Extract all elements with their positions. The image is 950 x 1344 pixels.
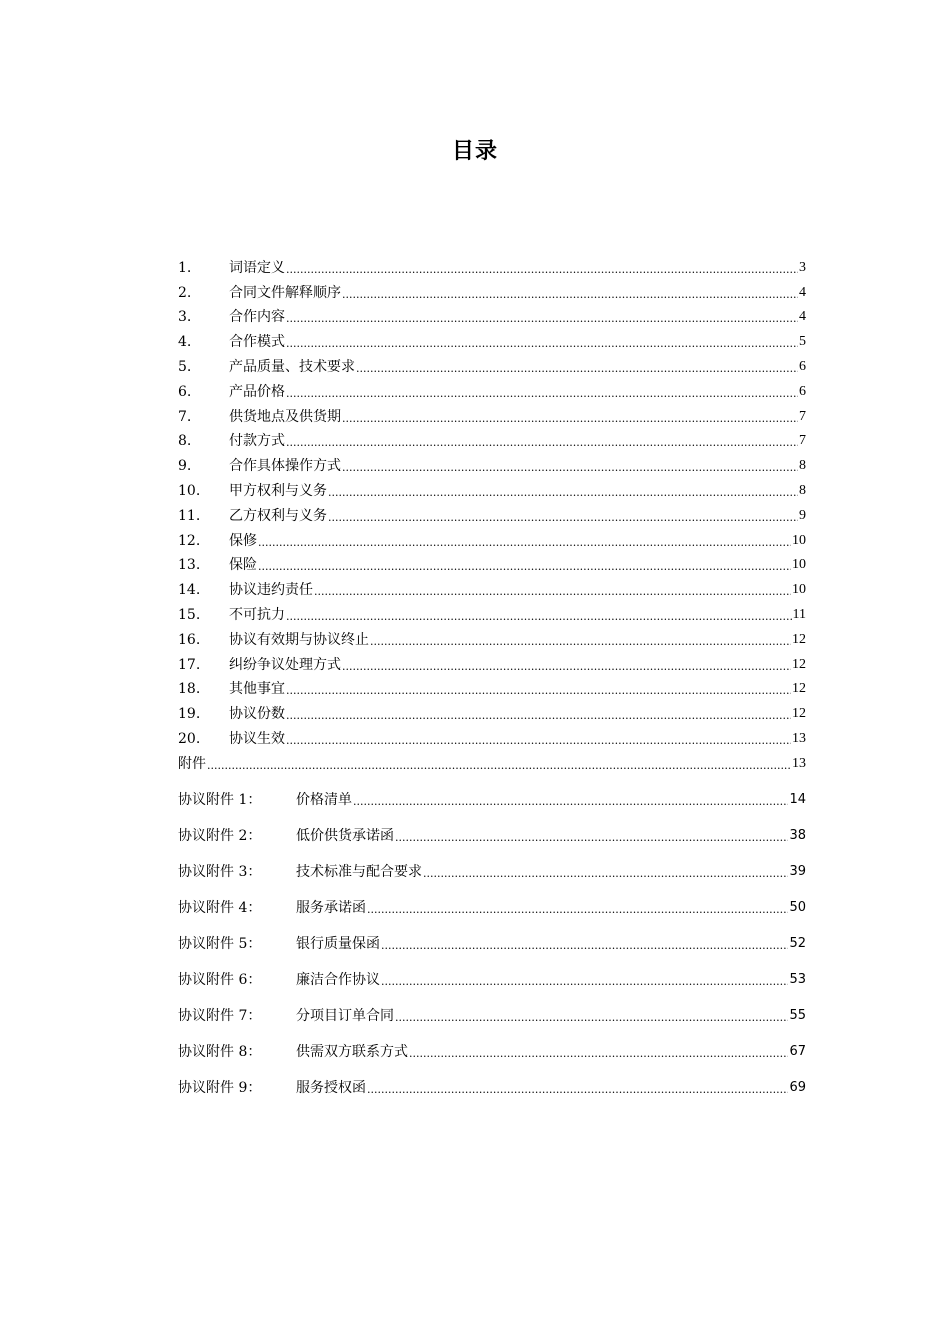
attachment-page: 69 [789,1079,806,1095]
toc-entry-number: 2. [178,284,192,301]
toc-entry[interactable] [178,526,806,551]
attachment-page: 52 [789,935,806,951]
dot-leader [286,704,791,724]
dot-leader [286,679,791,699]
attachment-label: 供需双方联系方式 [296,1043,408,1060]
dot-leader [286,729,791,749]
toc-entry-number: 18. [178,681,201,698]
toc-entry-label: 协议有效期与协议终止 [229,631,369,648]
toc-entry-label: 纠纷争议处理方式 [229,656,341,673]
table-of-contents [178,253,806,1098]
toc-entry[interactable] [178,427,806,452]
toc-entry[interactable] [178,278,806,303]
toc-entry-label: 合同文件解释顺序 [229,284,341,301]
dot-leader [207,754,791,774]
dot-leader [367,898,788,918]
toc-entry-label: 词语定义 [229,259,285,276]
toc-entry-label: 甲方权利与义务 [229,482,327,499]
attachment-label: 廉洁合作协议 [296,971,380,988]
toc-entry-number: 14. [178,582,201,599]
toc-entry-number: 20. [178,730,201,747]
attachment-label: 服务授权函 [296,1079,366,1096]
toc-entry-page: 7 [799,408,806,424]
toc-entry-label: 协议份数 [229,706,285,723]
dot-leader [286,431,798,451]
toc-entry-page: 4 [799,309,806,325]
dot-leader [342,407,798,427]
toc-entry-label: 供货地点及供货期 [229,408,341,425]
dot-leader [328,506,798,526]
dot-leader [258,531,791,551]
toc-entry-page: 13 [792,755,806,771]
section-list [178,253,806,749]
dot-leader [409,1042,788,1062]
toc-entry[interactable] [178,352,806,377]
toc-entry-page: 12 [792,631,806,647]
dot-leader [381,934,788,954]
toc-entry-label: 不可抗力 [229,606,285,623]
toc-entry-number: 10. [178,482,201,499]
toc-entry-page: 6 [799,383,806,399]
toc-entry-number: 12. [178,532,201,549]
toc-entry-page: 8 [799,482,806,498]
dot-leader [395,826,788,846]
dot-leader [356,357,798,377]
toc-entry-page: 11 [792,606,806,622]
toc-entry-label: 合作具体操作方式 [229,458,341,475]
page-title: 目录 [451,139,498,164]
toc-entry-number: 3. [178,309,192,326]
toc-entry-page: 7 [799,433,806,449]
toc-entry-number: 19. [178,706,201,723]
dot-leader [286,332,798,352]
toc-entry-number: 9. [178,458,192,475]
attachment-prefix: 协议附件 1： [178,791,262,808]
toc-entry-page: 4 [799,284,806,300]
toc-entry-label: 其他事宜 [229,681,285,698]
dot-leader [423,862,788,882]
toc-entry[interactable] [178,675,806,700]
toc-entry-number: 7. [178,408,192,425]
toc-entry[interactable] [178,303,806,328]
toc-entry[interactable] [178,625,806,650]
toc-entry-page: 9 [799,507,806,523]
toc-attachment-entry[interactable] [178,990,806,1026]
toc-entry[interactable] [178,377,806,402]
attachment-prefix: 协议附件 6： [178,971,262,988]
toc-entry[interactable] [178,650,806,675]
attachment-prefix: 协议附件 4： [178,899,262,916]
attachment-label: 服务承诺函 [296,899,366,916]
attachment-page: 38 [789,827,806,843]
toc-entry[interactable] [178,724,806,749]
attachment-label: 分项目订单合同 [296,1007,394,1024]
toc-entry[interactable] [178,575,806,600]
attachment-page: 50 [789,899,806,915]
attachment-page: 39 [789,863,806,879]
toc-entry-page: 13 [792,730,806,746]
toc-entry-number: 11. [178,507,201,524]
attachment-page: 67 [789,1043,806,1059]
toc-entry-number: 17. [178,656,201,673]
toc-entry-page: 6 [799,358,806,374]
toc-entry-appendix[interactable] [178,749,806,774]
toc-entry-label: 保险 [229,557,257,574]
toc-entry-label: 合作模式 [229,334,285,351]
toc-entry[interactable] [178,451,806,476]
dot-leader [342,655,791,675]
toc-entry-page: 10 [792,557,806,573]
toc-attachment-entry[interactable] [178,1062,806,1098]
toc-entry-number: 5. [178,358,192,375]
dot-leader [353,790,788,810]
dot-leader [286,307,798,327]
dot-leader [286,605,792,625]
dot-leader [395,1006,788,1026]
toc-entry[interactable] [178,699,806,724]
dot-leader [286,258,798,278]
toc-attachment-entry[interactable] [178,774,806,810]
attachment-prefix: 协议附件 3： [178,863,262,880]
toc-attachment-entry[interactable] [178,918,806,954]
toc-entry-label: 协议生效 [229,730,285,747]
toc-entry-page: 8 [799,458,806,474]
toc-entry-number: 1. [178,259,192,276]
toc-entry-page: 3 [799,259,806,275]
toc-entry-page: 10 [792,532,806,548]
attachment-label: 技术标准与配合要求 [296,863,422,880]
toc-entry[interactable] [178,551,806,576]
toc-entry-label: 乙方权利与义务 [229,507,327,524]
toc-entry-label: 付款方式 [229,433,285,450]
attachment-prefix: 协议附件 7： [178,1007,262,1024]
attachment-prefix: 协议附件 8： [178,1043,262,1060]
dot-leader [258,555,791,575]
toc-entry-number: 6. [178,383,192,400]
attachment-list [178,774,806,1098]
dot-leader [370,630,791,650]
attachment-page: 14 [789,791,806,807]
toc-entry-label: 产品价格 [229,383,285,400]
toc-entry[interactable] [178,476,806,501]
toc-entry-page: 5 [799,334,806,350]
toc-entry-label: 协议违约责任 [229,582,313,599]
toc-entry-page: 10 [792,582,806,598]
attachment-prefix: 协议附件 2： [178,827,262,844]
dot-leader [328,481,798,501]
toc-attachment-entry[interactable] [178,810,806,846]
attachment-page: 53 [789,971,806,987]
toc-entry[interactable] [178,600,806,625]
toc-entry-number: 15. [178,606,201,623]
attachment-prefix: 协议附件 9： [178,1079,262,1096]
toc-entry[interactable] [178,402,806,427]
toc-entry-page: 12 [792,706,806,722]
attachment-prefix: 协议附件 5： [178,935,262,952]
attachment-label: 价格清单 [296,791,352,808]
attachment-label: 银行质量保函 [296,935,380,952]
toc-entry-number: 4. [178,334,192,351]
toc-entry-number: 13. [178,557,201,574]
toc-entry-page: 12 [792,681,806,697]
toc-entry-page: 12 [792,656,806,672]
toc-attachment-entry[interactable] [178,954,806,990]
attachment-label: 低价供货承诺函 [296,827,394,844]
toc-attachment-entry[interactable] [178,882,806,918]
attachment-page: 55 [789,1007,806,1023]
dot-leader [381,970,788,990]
toc-entry[interactable] [178,501,806,526]
toc-attachment-entry[interactable] [178,1026,806,1062]
toc-entry-label: 保修 [229,532,257,549]
toc-entry[interactable] [178,327,806,352]
toc-entry-number: 8. [178,433,192,450]
toc-entry-label: 附件 [178,755,206,772]
toc-entry-number: 16. [178,631,201,648]
dot-leader [342,456,798,476]
dot-leader [367,1078,788,1098]
toc-attachment-entry[interactable] [178,846,806,882]
dot-leader [286,382,798,402]
toc-entry-label: 合作内容 [229,309,285,326]
toc-entry[interactable] [178,253,806,278]
dot-leader [314,580,791,600]
toc-entry-label: 产品质量、技术要求 [229,358,355,375]
dot-leader [342,283,798,303]
